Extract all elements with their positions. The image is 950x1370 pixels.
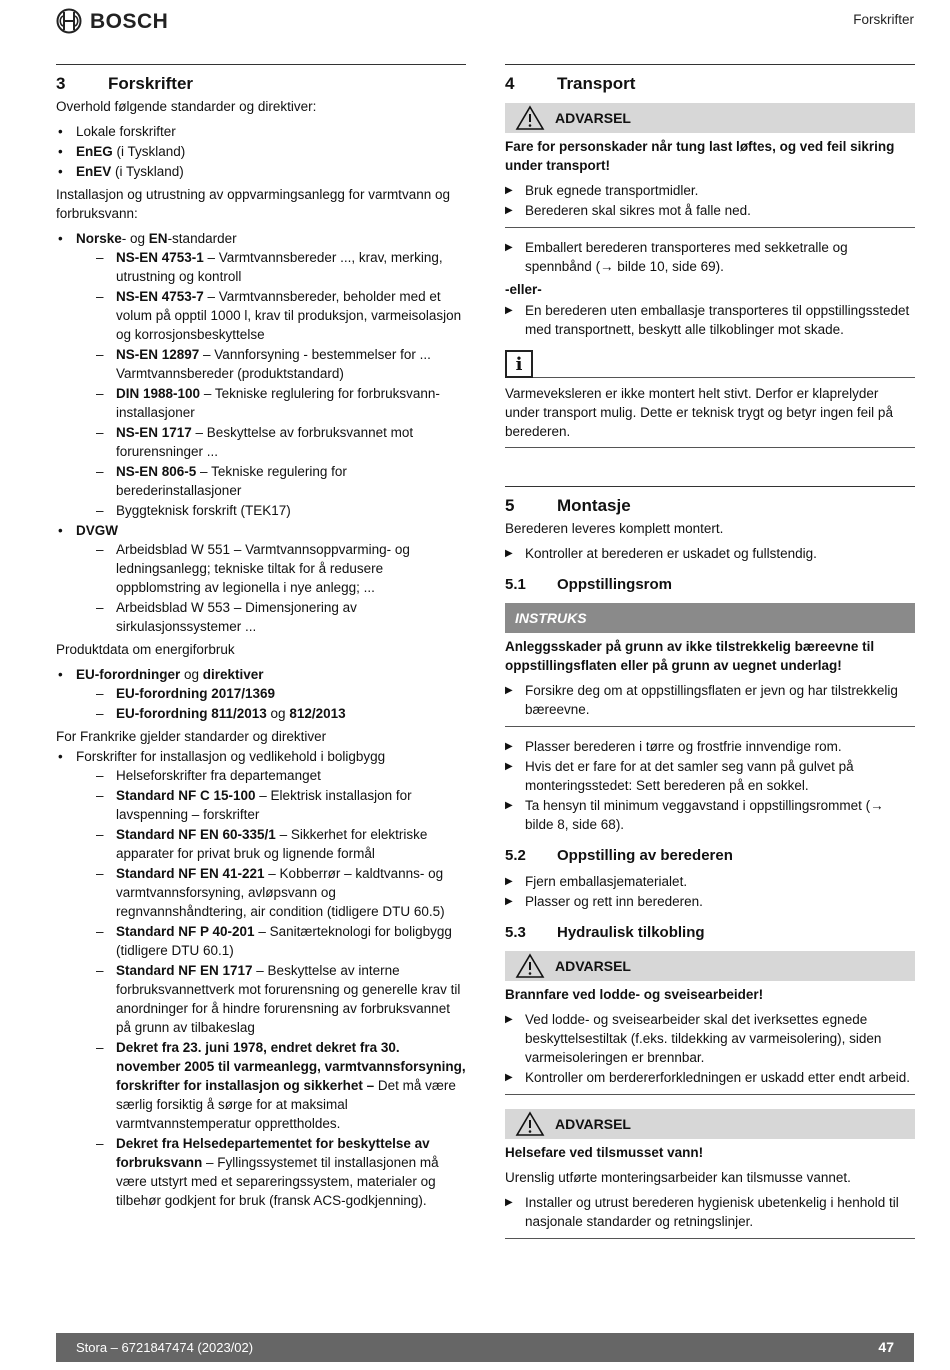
list-item: ▶ Ved lodde- og sveisearbeider skal det iverksettes egnede beskyttelsestiltak (f.eks. tildekking av varmeisolering), siden varmeisoleringen er brennbar. xyxy=(505,1010,915,1067)
section-number: 3 xyxy=(56,74,66,93)
warning-bar xyxy=(505,1109,915,1139)
transport-steps xyxy=(505,238,915,276)
list-item: – Byggteknisk forskrift (TEK17) xyxy=(76,501,466,520)
intro-text: Overhold følgende standarder og direktiver: xyxy=(56,99,317,114)
page-number: 47 xyxy=(878,1339,894,1355)
eu-sublist xyxy=(76,684,466,723)
eu-list xyxy=(56,665,466,723)
list-item: – Standard NF EN 1717 – Beskyttelse av interne forbruksvannettverk mot forurensning og generelle krav til anordninger for å hindre forurensning av forbruksvannet på grunn av tilbakeslag xyxy=(76,961,466,1037)
info-box xyxy=(505,349,915,448)
list-item: ▶ Forsikre deg om at oppstillingsflaten er jevn og har tilstrekkelig bæreevne. xyxy=(505,681,915,719)
list-item: – EU-forordning 2017/1369 xyxy=(76,684,466,703)
list-item: – Standard NF P 40-201 – Sanitærteknologi for boligbygg (tidligere DTU 60.1) xyxy=(76,922,466,960)
warning-label: ADVARSEL xyxy=(555,957,631,974)
info-text: Varmeveksleren er ikke montert helt stivt. Derfor er klaprelyder under transport mulig. Dette er teknisk trygt og betyr ingen feil på berederen. xyxy=(505,378,915,448)
list-item: ▶ Plasser og rett inn berederen. xyxy=(505,892,915,911)
page-footer xyxy=(56,1333,914,1362)
list-item: – Standard NF EN 60-335/1 – Sikkerhet for elektriske apparater for privat bruk og lignende formål xyxy=(76,825,466,863)
list-item: – NS-EN 12897 – Vannforsyning - bestemmelser for ... Varmtvannsbereder (produktstandard) xyxy=(76,345,466,383)
warning-actions xyxy=(505,1193,915,1239)
list-item-dvgw: • DVGW – Arbeidsblad W 551 – Varmtvannsoppvarming- og ledningsanlegg; tekniske tiltak for å redusere oppblomstring av legionella i nye anlegg; ... – Arbeidsblad W 553 – Dimensjonering av sirkulasjonssystemer ... xyxy=(56,521,466,636)
bosch-armature-icon xyxy=(56,8,82,34)
section-4-heading xyxy=(505,64,915,95)
product-text: Produktdata om energiforbruk xyxy=(56,642,235,657)
list-item: ▶ Emballert berederen transporteres med sekketralle og spennbånd (→ bilde 10, side 69). xyxy=(505,238,915,276)
warning-box-water xyxy=(505,1109,915,1239)
list-item: ▶ Plasser berederen i tørre og frostfrie innvendige rom. xyxy=(505,737,915,756)
warning-label: ADVARSEL xyxy=(555,1115,631,1132)
s51-steps xyxy=(505,737,915,834)
list-item: – Standard NF EN 41-221 – Kobberrør – kaldtvanns- og varmtvannsforsyning, avløpsvann og regnvannshåndtering, air condition (tidligere DTU 60.5) xyxy=(76,864,466,921)
list-item-norske: • Norske- og EN-standarder – NS-EN 4753-1 – Varmtvannsbereder ..., krav, merking, utrustning og kontroll – NS-EN 4753-7 – Varmtvannsbereder, beholder med et volum på opptil 1000 l, krav til produksjon, varmeisolasjon og korrosjonsbeskyttelse – NS-EN 12897 – Vannforsyning - bestemmelser for ... Varmtvannsbereder (produktstandard) – DIN 1988-100 – Tekniske reglulering for forbruksvann-installasjoner – NS-EN 1717 – Beskyttelse av forbruksvannet mot forurensninger ... – NS-EN 806-5 – Tekniske regulering for berederinstallasjoner – Byggteknisk forskrift (TEK17) xyxy=(56,229,466,520)
warning-bar xyxy=(505,951,915,981)
list-item: ▶ Ta hensyn til minimum veggavstand i oppstillingsrommet (→ bilde 8, side 68). xyxy=(505,796,915,834)
norske-sublist xyxy=(76,248,466,520)
regulation-list xyxy=(56,122,466,181)
list-item: – NS-EN 4753-1 – Varmtvannsbereder ..., krav, merking, utrustning og kontroll xyxy=(76,248,466,286)
brand-name: BOSCH xyxy=(90,9,169,33)
document-id: Stora – 6721847474 (2023/02) xyxy=(76,1340,254,1355)
warning-actions xyxy=(505,1010,915,1095)
list-item: ▶ Hvis det er fare for at det samler seg vann på gulvet på monteringsstedet: Sett berederen på en sokkel. xyxy=(505,757,915,795)
standards-list xyxy=(56,229,466,636)
section-3-heading xyxy=(56,64,466,95)
list-item: • EnEG (i Tyskland) xyxy=(56,142,466,161)
france-text: For Frankrike gjelder standarder og direktiver xyxy=(56,729,327,744)
section-number: 4 xyxy=(505,74,515,93)
section-title: Forskrifter xyxy=(108,74,194,93)
warning-title: Fare for personskader når tung last løftes, og ved feil sikring under transport! xyxy=(505,139,895,173)
dvgw-sublist xyxy=(76,540,466,636)
warning-triangle-icon xyxy=(515,105,545,131)
list-item: – NS-EN 806-5 – Tekniske regulering for berederinstallasjoner xyxy=(76,462,466,500)
warning-label: ADVARSEL xyxy=(555,109,631,126)
list-item: – DIN 1988-100 – Tekniske reglulering for forbruksvann-installasjoner xyxy=(76,384,466,422)
list-item: – Arbeidsblad W 551 – Varmtvannsoppvarming- og ledningsanlegg; tekniske tiltak for å redusere oppblomstring av legionella i nye anlegg; ... xyxy=(76,540,466,597)
list-item: – Dekret fra Helsedepartementet for beskyttelse av forbruksvann – Fyllingssystemet til installasjonen må være utstyrt med et separeringssystem, materialer og tilbehør godkjent for bruk (fransk ACS-godkjenning). xyxy=(76,1134,466,1210)
instruction-label: INSTRUKS xyxy=(505,603,915,633)
warning-box-transport xyxy=(505,103,915,228)
warning-title: Helsefare ved tilsmusset vann! xyxy=(505,1145,704,1160)
list-item: ▶ Bruk egnede transportmidler. xyxy=(505,181,915,200)
warning-box-fire xyxy=(505,951,915,1095)
list-item: – Standard NF C 15-100 – Elektrisk installasjon for lavspenning – forskrifter xyxy=(76,786,466,824)
s52-steps xyxy=(505,872,915,911)
list-item: ▶ Berederen skal sikres mot å falle ned. xyxy=(505,201,915,220)
bosch-logo xyxy=(56,8,168,34)
section-5-2-heading: 5.2 Oppstilling av berederen xyxy=(505,847,733,864)
warning-text: Urenslig utførte monteringsarbeider kan tilsmusse vannet. xyxy=(505,1170,851,1185)
france-sublist xyxy=(76,766,466,1210)
section-5-heading xyxy=(505,486,915,517)
warning-bar xyxy=(505,103,915,133)
warning-actions xyxy=(505,181,915,228)
list-item: – Helseforskrifter fra departemanget xyxy=(76,766,466,785)
install-text: Installasjon og utrustning av oppvarmingsanlegg for varmtvann og forbruksvann: xyxy=(56,187,450,221)
list-item: – Dekret fra 23. juni 1978, endret dekret fra 30. november 2005 til varmeanlegg, varmtvannsforsyning, forskrifter for installasjon og sikkerhet – Det må være særlig forsiktig å sørge for at maksimal varmtvannstemperatur opprettholdes. xyxy=(76,1038,466,1133)
section-title: Montasje xyxy=(557,496,631,515)
header-section-title: Forskrifter xyxy=(853,12,914,27)
info-icon: i xyxy=(505,350,533,378)
section-5-1-heading: 5.1 Oppstillingsrom xyxy=(505,576,673,593)
section-5-3-heading: 5.3 Hydraulisk tilkobling xyxy=(505,924,705,941)
list-item: ▶ Kontroller at berederen er uskadet og fullstendig. xyxy=(505,544,915,563)
warning-triangle-icon xyxy=(515,953,545,979)
warning-title: Brannfare ved lodde- og sveisearbeider! xyxy=(505,987,764,1002)
list-item: – Arbeidsblad W 553 – Dimensjonering av sirkulasjonssystemer ... xyxy=(76,598,466,636)
list-item: – EU-forordning 811/2013 og 812/2013 xyxy=(76,704,466,723)
left-column xyxy=(56,64,466,1214)
or-separator: -eller- xyxy=(505,282,542,297)
list-item-eu: • EU-forordninger og direktiver – EU-forordning 2017/1369 – EU-forordning 811/2013 og 812/2013 xyxy=(56,665,466,723)
list-item: ▶ Kontroller om berdererforkledningen er uskadd etter endt arbeid. xyxy=(505,1068,915,1087)
list-item: – NS-EN 1717 – Beskyttelse av forbruksvannet mot forurensninger ... xyxy=(76,423,466,461)
list-item: ▶ Installer og utrust berederen hygienisk ubetenkelig i henhold til nasjonale standarder og retningslinjer. xyxy=(505,1193,915,1231)
instruction-box xyxy=(505,603,915,727)
s5-steps xyxy=(505,544,915,563)
list-item-france: • Forskrifter for installasjon og vedlikehold i boligbygg – Helseforskrifter fra departemanget – Standard NF C 15-100 – Elektrisk installasjon for lavspenning – forskrifter – Standard NF EN 60-335/1 – Sikkerhet for elektriske apparater for privat bruk og lignende formål – Standard NF EN 41-221 – Kobberrør – kaldtvanns- og varmtvannsforsyning, avløpsvann og regnvannshåndtering, air condition (tidligere DTU 60.5) – Standard NF P 40-201 – Sanitærteknologi for boligbygg (tidligere DTU 60.1) – Standard NF EN 1717 – Beskyttelse av interne forbruksvannettverk mot forurensning og generelle krav til anordninger for å hindre forurensning av forbruksvannet på grunn av tilbakeslag – Dekret fra 23. juni 1978, endret dekret fra 30. november 2005 til varmeanlegg, varmtvannsforsyning, forskrifter for installasjon og sikkerhet – Det må være særlig forsiktig å sørge for at maksimal varmtvannstemperatur opprettholdes. – Dekret fra Helsedepartementet for beskyttelse av forbruksvann – Fyllingssystemet til installasjonen må være utstyrt med et separeringssystem, materialer og tilbehør godkjent for bruk (fransk ACS-godkjenning). xyxy=(56,747,466,1210)
section-number: 5 xyxy=(505,496,515,515)
warning-triangle-icon xyxy=(515,1111,545,1137)
list-item: • Lokale forskrifter xyxy=(56,122,466,141)
list-item: ▶ Fjern emballasjematerialet. xyxy=(505,872,915,891)
transport-steps-alt xyxy=(505,301,915,339)
list-item: ▶ En berederen uten emballasje transporteres til oppstillingsstedet med transportnett, beskytt alle tilkoblinger mot skade. xyxy=(505,301,915,339)
france-list xyxy=(56,747,466,1210)
list-item: – NS-EN 4753-7 – Varmtvannsbereder, beholder med et volum på opptil 1000 l, krav til produksjon, varmeisolasjon og korrosjonsbeskyttelse xyxy=(76,287,466,344)
section-title: Transport xyxy=(557,74,636,93)
right-column xyxy=(505,64,915,1249)
list-item: • EnEV (i Tyskland) xyxy=(56,162,466,181)
s5-intro: Berederen leveres komplett montert. xyxy=(505,521,724,536)
instruction-title: Anleggsskader på grunn av ikke tilstrekkelig bæreevne til oppstillingsflaten eller på grunn av uegnet underlag! xyxy=(505,639,875,673)
instruction-actions xyxy=(505,681,915,727)
